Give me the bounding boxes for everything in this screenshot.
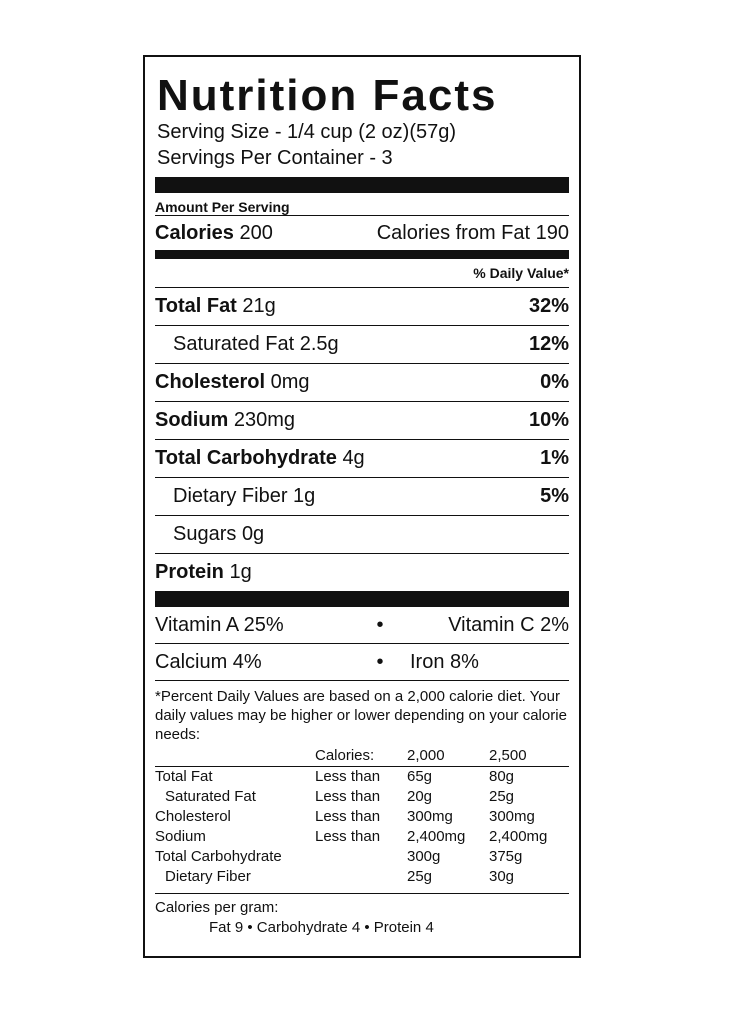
nutrient-row-total-fat: [155, 287, 569, 325]
table-cell: 2,400mg: [489, 828, 548, 845]
table-cell: 2,500: [489, 746, 569, 767]
table-row: [155, 767, 569, 788]
bullet-icon: •: [376, 650, 384, 673]
nutrient-name: [155, 371, 310, 394]
nutrient-name: [155, 409, 295, 432]
table-cell: Total Carbohydrate: [155, 848, 282, 865]
nutrient-name: [173, 485, 315, 508]
calcium: Calcium 4%: [155, 650, 262, 673]
table-cell: Calories:: [315, 746, 407, 767]
iron: Iron 8%: [410, 650, 479, 673]
table-cell: 300g: [407, 848, 441, 865]
thick-divider-2: [155, 591, 569, 607]
nutrient-amount: 230mg: [233, 409, 296, 431]
nutrient-pct: 1%: [540, 447, 569, 469]
table-cell: Total Fat: [155, 768, 213, 785]
serving-size: Serving Size - 1/4 cup (2 oz)(57g): [157, 121, 457, 143]
amount-per-serving: Amount Per Serving: [155, 199, 290, 215]
nutrient-label: Total Carbohydrate: [155, 447, 337, 469]
calories-per-gram: [155, 893, 569, 938]
daily-value-footnote: *Percent Daily Values are based on a 2,000 calorie diet. Your daily values may be higher or lower depending on your calorie needs:: [155, 680, 569, 744]
vitamin-row: [155, 607, 569, 643]
label-title: Nutrition Facts: [157, 71, 498, 120]
table-row: [155, 787, 569, 807]
medium-divider: [155, 250, 569, 259]
table-cell: Cholesterol: [155, 808, 231, 825]
table-cell: 2,400mg: [407, 828, 466, 845]
table-cell: 25g: [407, 868, 433, 885]
nutrient-pct: 0%: [540, 371, 569, 393]
table-cell: [155, 746, 315, 767]
nutrient-amount: 0g: [241, 523, 265, 545]
nutrient-name: [155, 447, 365, 470]
nutrient-label: Dietary Fiber: [173, 485, 288, 507]
nutrient-row-dietary-fiber: [155, 477, 569, 515]
nutrient-row-saturated-fat: [155, 325, 569, 363]
nutrient-label: Sugars: [173, 523, 237, 545]
thick-divider: [155, 177, 569, 193]
nutrient-amount: 4g: [342, 447, 365, 469]
table-cell: Less than: [315, 808, 381, 825]
table-cell: 80g: [489, 768, 515, 785]
table-row: [155, 847, 569, 867]
daily-value-table: [155, 746, 569, 887]
table-cell: 30g: [489, 868, 515, 885]
bullet-icon: •: [376, 613, 384, 636]
table-cell: 20g: [407, 788, 433, 805]
daily-value-header: % Daily Value*: [473, 265, 569, 281]
nutrient-label: Saturated Fat: [173, 333, 295, 355]
nutrient-label: Cholesterol: [155, 371, 266, 393]
nutrient-name: [173, 523, 264, 546]
table-cell: 25g: [489, 788, 515, 805]
vitamin-a: Vitamin A 25%: [155, 613, 284, 636]
table-cell: [315, 867, 407, 887]
nutrient-amount: 0mg: [270, 371, 310, 393]
calories-label: Calories: [155, 221, 234, 244]
calories-value: 200: [239, 221, 273, 244]
calories-cell: [155, 222, 273, 245]
nutrient-name: [155, 561, 252, 584]
nutrient-label: Protein: [155, 561, 224, 583]
table-cell: Less than: [315, 828, 381, 845]
table-header-row: [155, 746, 569, 767]
table-cell: [315, 847, 407, 867]
table-row: [155, 807, 569, 827]
vitamin-c: Vitamin C 2%: [448, 613, 569, 636]
nutrient-row-sugars: [155, 515, 569, 553]
nutrient-name: [173, 333, 339, 356]
nutrient-amount: 1g: [229, 561, 252, 583]
nutrient-label: Sodium: [155, 409, 229, 431]
servings-per-container: Servings Per Container - 3: [157, 147, 393, 169]
table-row: [155, 827, 569, 847]
table-cell: 300mg: [407, 808, 453, 825]
nutrient-pct: 5%: [540, 485, 569, 507]
mineral-row: [155, 643, 569, 680]
table-cell: 2,000: [407, 746, 489, 767]
nutrient-amount: 21g: [242, 295, 276, 317]
nutrient-pct: 10%: [528, 409, 569, 431]
nutrient-amount: 2.5g: [299, 333, 339, 355]
nutrient-row-sodium: [155, 401, 569, 439]
nutrient-name: [155, 295, 276, 318]
nutrient-row-cholesterol: [155, 363, 569, 401]
table-row: [155, 867, 569, 887]
nutrient-pct: 12%: [528, 333, 569, 355]
table-cell: 300mg: [489, 808, 535, 825]
nutrient-pct: 32%: [528, 295, 569, 317]
table-cell: Less than: [315, 768, 381, 785]
calories-from-fat: Calories from Fat 190: [376, 221, 569, 244]
nutrient-row-total-carbohydrate: [155, 439, 569, 477]
table-cell: 375g: [489, 848, 523, 865]
calories-per-gram-label: Calories per gram:: [155, 899, 279, 916]
nutrition-label: [143, 55, 581, 958]
calories-per-gram-values: Fat 9 • Carbohydrate 4 • Protein 4: [209, 919, 434, 936]
calories-row: [155, 215, 569, 250]
table-cell: Dietary Fiber: [165, 868, 251, 885]
table-cell: Sodium: [155, 828, 206, 845]
table-cell: Less than: [315, 788, 381, 805]
nutrient-label: Total Fat: [155, 295, 237, 317]
table-cell: 65g: [407, 768, 433, 785]
nutrient-amount: 1g: [293, 485, 316, 507]
table-cell: Saturated Fat: [165, 788, 256, 805]
nutrient-row-protein: [155, 553, 569, 591]
